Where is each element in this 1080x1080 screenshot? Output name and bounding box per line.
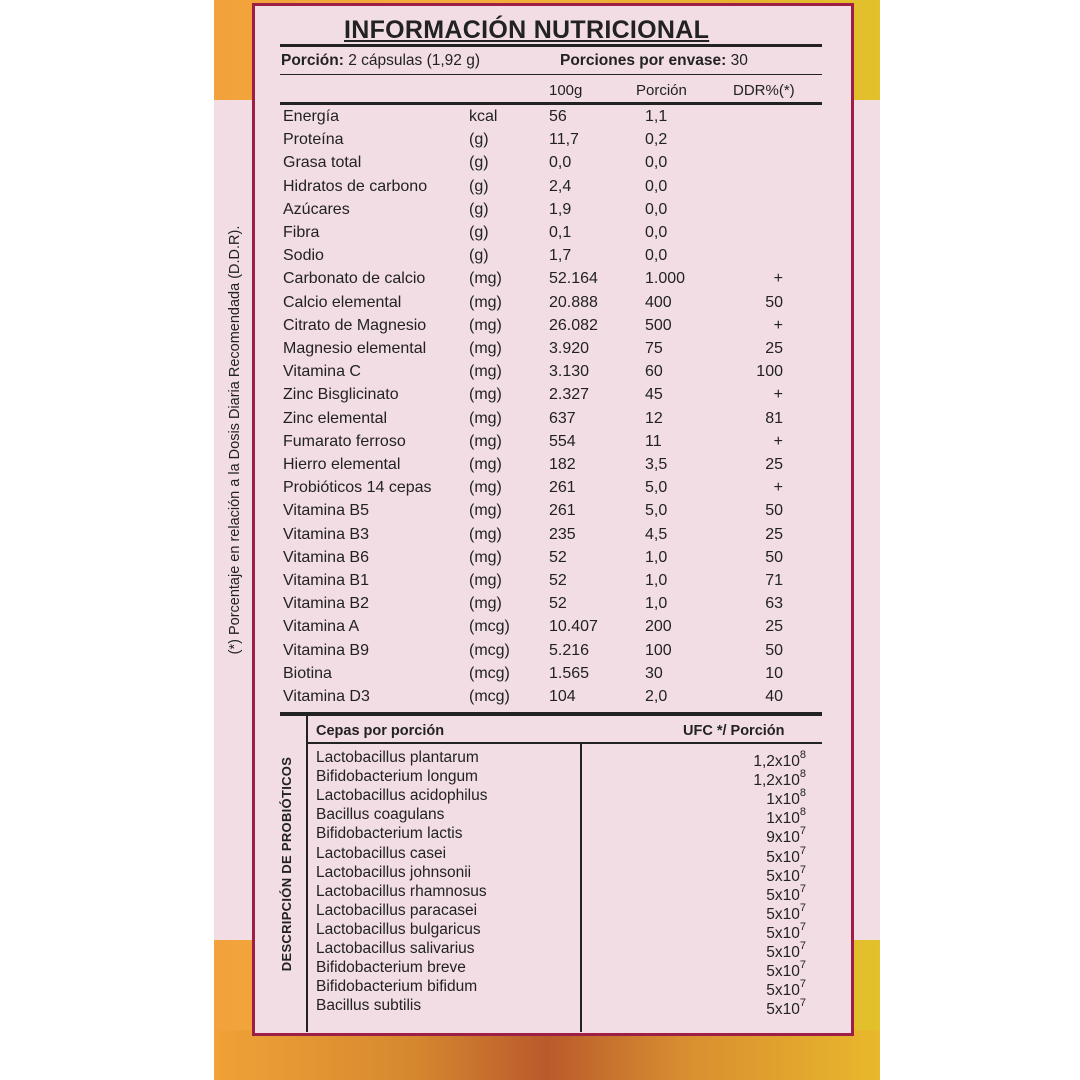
- strain-name: Lactobacillus paracasei: [316, 901, 478, 919]
- nutrients-end-divider: [280, 712, 822, 716]
- nutrient-per-portion: 200: [645, 618, 672, 636]
- strain-ufc: [766, 863, 806, 885]
- servings-per-container-label: Porciones por envase:: [560, 52, 727, 69]
- nutrient-name: Citrato de Magnesio: [283, 316, 427, 334]
- nutrient-row: [283, 291, 823, 314]
- servings-per-container-value: 30: [730, 52, 748, 69]
- nutrient-per-portion: 0,0: [645, 247, 668, 265]
- strain-ufc-base: 5x10: [766, 867, 800, 885]
- column-per-100g: 100g: [549, 82, 583, 99]
- nutrient-unit: (mg): [469, 502, 502, 520]
- nutrient-ddr: 50: [765, 502, 783, 520]
- nutrient-per-100g: 637: [549, 409, 576, 427]
- strain-name: Bacillus coagulans: [316, 806, 445, 824]
- strain-ufc-base: 1x10: [766, 791, 800, 809]
- nutrient-row: [283, 499, 823, 522]
- nutrient-per-portion: 60: [645, 363, 663, 381]
- nutrient-row: [283, 244, 823, 267]
- nutrient-per-portion: 100: [645, 641, 672, 659]
- nutrient-name: Hidratos de carbono: [283, 177, 428, 195]
- nutrient-name: Carbonato de calcio: [283, 270, 426, 288]
- strain-ufc: [753, 748, 806, 771]
- nutrient-row: [283, 267, 823, 290]
- nutrient-ddr: 100: [756, 363, 783, 381]
- nutrient-row: [283, 523, 823, 546]
- nutrient-ddr: 71: [765, 572, 783, 589]
- strain-name: Lactobacillus johnsonii: [316, 863, 472, 881]
- nutrient-name: Vitamina B3: [283, 525, 369, 543]
- strain-ufc-exponent: 8: [799, 787, 806, 800]
- nutrient-per-100g: 0,0: [549, 154, 572, 172]
- nutrient-per-portion: 1,0: [645, 548, 668, 566]
- nutrient-unit: (g): [469, 200, 489, 218]
- nutrient-name: Probióticos 14 cepas: [283, 479, 432, 497]
- nutrient-per-portion: 1.000: [645, 270, 686, 288]
- servings-per-container: [560, 52, 748, 70]
- nutrient-per-portion: 0,0: [645, 154, 668, 172]
- nutrient-per-portion: 75: [645, 340, 663, 357]
- nutrient-row: [283, 198, 823, 221]
- nutrient-name: Hierro elemental: [283, 456, 401, 473]
- nutrient-unit: (mg): [469, 270, 502, 288]
- nutrient-unit: (mg): [469, 409, 502, 427]
- nutrient-row: [283, 615, 823, 638]
- strain-ufc-base: 5x10: [766, 886, 800, 904]
- strain-header-divider: [308, 742, 822, 744]
- nutrient-per-portion: 30: [645, 664, 663, 682]
- nutrient-per-100g: 261: [549, 502, 576, 520]
- strain-ufc-base: 5x10: [766, 1001, 800, 1019]
- nutrient-per-portion: 0,0: [645, 200, 668, 218]
- nutrient-per-100g: 2,4: [549, 177, 572, 195]
- nutrient-row: [283, 105, 823, 128]
- nutrient-name: Azúcares: [283, 200, 350, 218]
- nutrient-per-portion: 0,2: [645, 131, 668, 149]
- nutrient-per-portion: 12: [645, 409, 663, 427]
- nutrient-unit: (mg): [469, 456, 502, 473]
- nutrient-row: [283, 592, 823, 615]
- nutrient-name: Proteína: [283, 131, 344, 149]
- strain-column-separator: [580, 744, 582, 1032]
- nutrient-row: [283, 546, 823, 569]
- nutrient-row: [283, 337, 823, 360]
- nutrient-per-portion: 0,0: [645, 224, 668, 241]
- strain-ufc-base: 5x10: [766, 925, 800, 943]
- nutrient-ddr: 81: [765, 409, 783, 427]
- nutrient-ddr: +: [773, 316, 783, 334]
- nutrient-unit: (mg): [469, 316, 502, 334]
- title-underline: [280, 44, 822, 47]
- nutrient-per-portion: 400: [645, 293, 672, 311]
- strain-ufc: [766, 805, 806, 828]
- strain-name: Lactobacillus plantarum: [316, 749, 479, 766]
- serving-divider: [280, 74, 822, 75]
- nutrient-per-100g: 52: [549, 572, 567, 589]
- nutrient-row: [283, 383, 823, 406]
- nutrient-row: [283, 685, 823, 708]
- nutrient-per-100g: 52: [549, 548, 567, 566]
- nutrient-name: Biotina: [283, 664, 332, 682]
- page-title: INFORMACIÓN NUTRICIONAL: [344, 16, 710, 44]
- nutrient-per-100g: 3.130: [549, 363, 590, 381]
- nutrient-row: [283, 314, 823, 337]
- nutrient-name: Vitamina B9: [283, 641, 369, 659]
- column-ddr: DDR%(*): [733, 82, 795, 99]
- strain-ufc: [766, 939, 806, 962]
- nutrient-per-portion: 2,0: [645, 688, 668, 705]
- nutrient-ddr: 50: [765, 641, 783, 659]
- nutrient-unit: (mg): [469, 525, 502, 543]
- nutrient-unit: (mg): [469, 595, 502, 613]
- strain-ufc: [766, 977, 806, 1000]
- nutrient-unit: (mcg): [469, 641, 510, 659]
- nutrient-name: Vitamina B5: [283, 502, 369, 520]
- nutrient-ddr: +: [773, 386, 783, 404]
- nutrient-per-portion: 5,0: [645, 479, 668, 497]
- nutrient-unit: (g): [469, 154, 489, 172]
- nutrient-unit: (mg): [469, 386, 502, 404]
- strain-ufc-exponent: 7: [799, 825, 806, 838]
- nutrient-name: Fumarato ferroso: [283, 432, 406, 450]
- nutrient-row: [283, 476, 823, 499]
- nutrient-unit: (mg): [469, 548, 502, 566]
- nutrient-unit: (mg): [469, 479, 502, 497]
- nutrient-name: Vitamina B1: [283, 572, 369, 589]
- nutrient-ddr: 25: [765, 456, 783, 473]
- nutrient-name: Vitamina D3: [283, 688, 370, 705]
- nutrient-unit: (mg): [469, 293, 502, 311]
- probiotics-section-label: DESCRIPCIÓN DE PROBIÓTICOS: [279, 756, 294, 972]
- strain-ufc-exponent: 7: [799, 959, 806, 972]
- nutrient-per-portion: 3,5: [645, 456, 668, 473]
- serving-size: [281, 52, 480, 70]
- strain-ufc: [766, 901, 806, 923]
- nutrient-per-100g: 52.164: [549, 270, 598, 288]
- nutrient-row: [283, 407, 823, 430]
- nutrient-unit: (g): [469, 224, 489, 241]
- nutrient-name: Zinc Bisglicinato: [283, 386, 399, 404]
- nutrient-per-portion: 500: [645, 316, 672, 334]
- nutrient-row: [283, 175, 823, 198]
- nutrient-row: [283, 128, 823, 151]
- nutrient-per-portion: 5,0: [645, 502, 668, 520]
- nutrient-per-100g: 26.082: [549, 316, 598, 334]
- nutrient-per-100g: 11,7: [549, 131, 579, 149]
- nutrient-per-100g: 1.565: [549, 664, 590, 682]
- nutrient-per-100g: 10.407: [549, 618, 598, 636]
- nutrient-row: [283, 430, 823, 453]
- nutrient-ddr: 50: [765, 293, 783, 311]
- nutrient-row: [283, 569, 823, 592]
- nutrient-per-100g: 554: [549, 432, 576, 450]
- strain-name: Bacillus subtilis: [316, 997, 422, 1015]
- serving-size-label: Porción:: [281, 52, 344, 69]
- nutrient-name: Vitamina B6: [283, 548, 369, 566]
- nutrient-per-100g: 20.888: [549, 293, 598, 311]
- nutrient-per-100g: 235: [549, 525, 576, 543]
- strain-name: Lactobacillus salivarius: [316, 940, 475, 957]
- strain-ufc-base: 5x10: [766, 905, 800, 923]
- column-per-portion: Porción: [636, 82, 687, 99]
- nutrient-per-100g: 56: [549, 108, 567, 125]
- nutrient-ddr: +: [773, 270, 783, 288]
- nutrient-unit: (g): [469, 177, 489, 195]
- nutrient-per-portion: 45: [645, 386, 663, 404]
- strain-name: Lactobacillus casei: [316, 844, 447, 862]
- nutrient-per-100g: 3.920: [549, 340, 590, 357]
- nutrient-unit: (mg): [469, 363, 502, 381]
- nutrient-per-100g: 5.216: [549, 641, 590, 659]
- nutrient-row: [283, 639, 823, 662]
- ddr-footnote: (*) Porcentaje en relación a la Dosis Diaria Recomendada (D.D.R).: [227, 225, 243, 655]
- strain-ufc-exponent: 7: [799, 844, 806, 857]
- serving-size-value: 2 cápsulas (1,92 g): [348, 52, 481, 69]
- nutrient-per-100g: 261: [549, 479, 576, 497]
- nutrient-ddr: 25: [765, 618, 783, 636]
- strain-ufc-exponent: 7: [799, 997, 806, 1010]
- nutrient-unit: (mg): [469, 572, 502, 589]
- nutrient-ddr: +: [773, 432, 783, 450]
- strain-name: Lactobacillus rhamnosus: [316, 882, 487, 900]
- nutrient-ddr: +: [773, 479, 783, 497]
- nutrient-row: [283, 662, 823, 685]
- nutrient-per-portion: 1,0: [645, 572, 668, 589]
- strain-column-header: Cepas por porción: [316, 723, 445, 739]
- strain-ufc-base: 5x10: [766, 944, 800, 962]
- nutrient-name: Sodio: [283, 247, 324, 265]
- strain-name: Bifidobacterium lactis: [316, 825, 463, 843]
- nutrient-unit: (mcg): [469, 618, 510, 636]
- nutrient-per-100g: 1,9: [549, 200, 572, 218]
- label-background-bottom: [214, 1030, 880, 1080]
- strain-ufc-exponent: 7: [799, 978, 806, 991]
- strain-ufc-exponent: 7: [799, 920, 806, 933]
- nutrient-unit: (mcg): [469, 664, 510, 682]
- strain-ufc-exponent: 7: [799, 882, 806, 895]
- strain-ufc: [766, 844, 806, 866]
- strain-ufc-exponent: 8: [799, 749, 806, 761]
- nutrient-per-100g: 2.327: [549, 386, 590, 404]
- nutrient-row: [283, 360, 823, 383]
- nutrient-unit: kcal: [469, 108, 498, 125]
- strain-ufc-base: 1x10: [766, 810, 800, 828]
- strain-ufc: [766, 786, 806, 809]
- strain-ufc-base: 5x10: [766, 963, 800, 981]
- nutrient-ddr: 25: [765, 525, 783, 543]
- nutrient-name: Fibra: [283, 224, 320, 241]
- nutrient-ddr: 25: [765, 340, 783, 357]
- strain-ufc-exponent: 7: [799, 940, 806, 952]
- nutrient-unit: (mcg): [469, 688, 510, 705]
- nutrient-unit: (mg): [469, 432, 502, 450]
- nutrient-name: Vitamina C: [283, 363, 361, 381]
- nutrient-unit: (mg): [469, 340, 502, 357]
- nutrient-per-100g: 52: [549, 595, 567, 613]
- strain-name: Bifidobacterium longum: [316, 768, 478, 786]
- strain-ufc-exponent: 7: [799, 901, 806, 914]
- nutrient-ddr: 10: [765, 664, 783, 682]
- strain-name: Bifidobacterium breve: [316, 959, 466, 977]
- strain-name: Bifidobacterium bifidum: [316, 978, 478, 996]
- nutrient-ddr: 50: [765, 548, 783, 566]
- strain-ufc: [766, 920, 806, 943]
- nutrient-unit: (g): [469, 131, 489, 149]
- nutrient-per-portion: 4,5: [645, 525, 668, 543]
- strain-ufc-exponent: 8: [799, 768, 806, 781]
- strain-ufc-exponent: 8: [799, 806, 806, 819]
- strain-ufc-base: 1,2x10: [753, 753, 800, 771]
- strain-ufc-exponent: 7: [799, 863, 806, 876]
- nutrient-name: Vitamina A: [283, 618, 360, 636]
- nutrient-name: Grasa total: [283, 154, 362, 172]
- nutrient-row: [283, 453, 823, 476]
- nutrient-per-100g: 0,1: [549, 224, 572, 241]
- nutrient-row: [283, 221, 823, 244]
- strain-ufc-base: 5x10: [766, 982, 800, 1000]
- nutrient-row: [283, 151, 823, 174]
- strain-ufc: [766, 996, 806, 1019]
- probiotics-left-rule: [306, 716, 308, 1032]
- strain-name: Lactobacillus acidophilus: [316, 787, 488, 805]
- nutrient-name: Energía: [283, 108, 340, 125]
- nutrient-name: Calcio elemental: [283, 293, 402, 311]
- strain-ufc-base: 5x10: [766, 848, 800, 866]
- nutrient-unit: (g): [469, 247, 489, 265]
- nutrient-per-100g: 1,7: [549, 247, 572, 265]
- nutrient-per-100g: 104: [549, 688, 576, 705]
- nutrient-per-portion: 1,0: [645, 595, 668, 613]
- nutrient-ddr: 40: [765, 688, 783, 705]
- nutrient-per-portion: 11: [645, 432, 662, 450]
- strain-ufc-base: 1,2x10: [753, 772, 800, 790]
- nutrient-per-portion: 0,0: [645, 177, 668, 195]
- nutrient-name: Magnesio elemental: [283, 340, 427, 357]
- nutrient-name: Vitamina B2: [283, 595, 369, 613]
- nutrient-name: Zinc elemental: [283, 409, 388, 427]
- nutrient-ddr: 63: [765, 595, 783, 613]
- strain-name: Lactobacillus bulgaricus: [316, 920, 481, 938]
- strain-ufc: [766, 958, 806, 981]
- strain-ufc: [766, 882, 806, 904]
- strain-ufc-base: 9x10: [766, 829, 800, 847]
- nutrient-per-portion: 1,1: [645, 108, 668, 125]
- nutrient-per-100g: 182: [549, 456, 576, 473]
- ufc-column-header: UFC */ Porción: [683, 723, 785, 739]
- strain-ufc: [766, 824, 806, 847]
- strain-ufc: [753, 767, 806, 790]
